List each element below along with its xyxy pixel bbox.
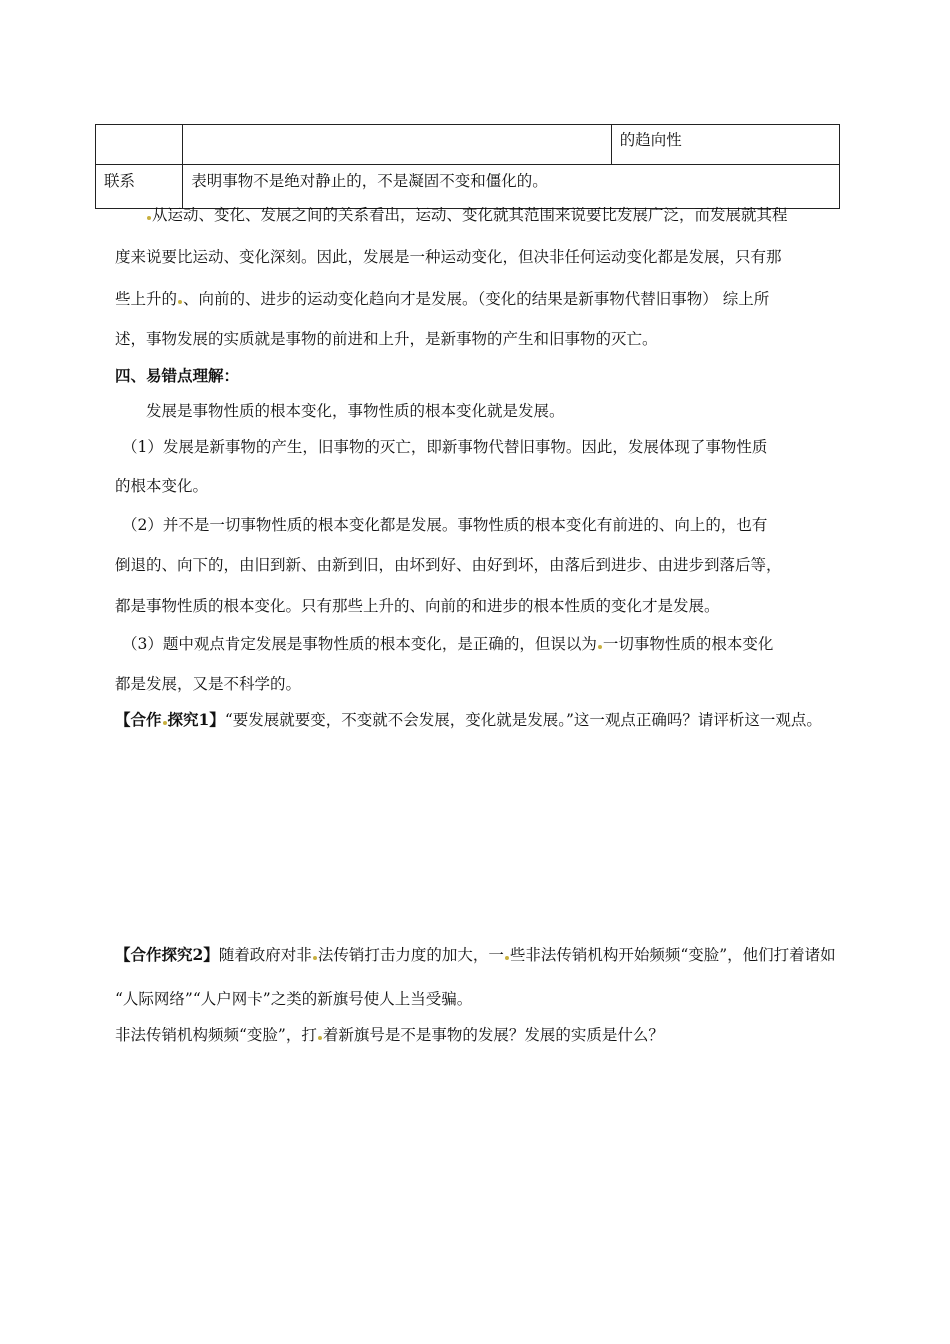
- paragraph-text: 从运动、变化、发展之间的关系看出，运动、变化就其范围来说要比发展广泛，而发展就其程: [152, 206, 788, 224]
- mark-dot: [598, 645, 602, 649]
- inquiry-text: 法传销打击力度的加大，一: [317, 946, 504, 964]
- coop-inquiry-2-question: [115, 1024, 664, 1046]
- table-cell: 的趋向性: [611, 125, 839, 165]
- inquiry-text: 些非法传销机构开始频频“变脸”，他们打着诸如: [509, 946, 836, 964]
- section-heading: 四、易错点理解：: [115, 366, 240, 385]
- inquiry-text: “要发展就要变，不变就不会发展，变化就是发展。”这一观点正确吗？请评析这一观点。: [224, 711, 822, 729]
- point-2-line-2: 倒退的、向下的，由旧到新、由新到旧，由坏到好、由好到坏，由落后到进步、由进步到落后等，: [115, 556, 782, 574]
- table-row-label: 联系: [96, 165, 183, 209]
- point-3-line-1: [122, 633, 773, 655]
- coop-inquiry-2-line-2: “人际网络”“人户网卡”之类的新旗号使人上当受骗。: [115, 990, 473, 1008]
- comparison-table: [95, 124, 840, 209]
- point-2-line-3: 都是事物性质的根本变化。只有那些上升的、向前的和进步的根本性质的变化才是发展。: [115, 597, 720, 615]
- point-2-line-1: （2）并不是一切事物性质的根本变化都是发展。事物性质的根本变化有前进的、向上的，也有: [122, 516, 768, 534]
- table-cell: 表明事物不是绝对静止的，不是凝固不变和僵化的。: [183, 165, 840, 209]
- table-cell: [96, 125, 183, 165]
- coop-inquiry-2-line-1: [115, 944, 836, 966]
- point-3-line-2: 都是发展，又是不科学的。: [115, 675, 302, 693]
- table-row: [96, 125, 840, 165]
- paragraph-text: 些上升的: [115, 290, 178, 308]
- mark-dot: [178, 300, 182, 304]
- inquiry-label: 【合作: [115, 710, 162, 729]
- intro-line-3: [115, 288, 769, 310]
- table-row: [96, 165, 840, 209]
- paragraph-text: （3）题中观点肯定发展是事物性质的根本变化，是正确的，但误以为: [122, 635, 597, 653]
- inquiry-label: 【合作探究2】: [115, 945, 219, 964]
- inquiry-text: 非法传销机构频频“变脸”，打: [115, 1026, 317, 1044]
- inquiry-label: 探究1】: [167, 710, 225, 729]
- intro-line-1: [146, 204, 788, 226]
- paragraph-text: 一切事物性质的根本变化: [602, 635, 774, 653]
- table-cell: [183, 125, 612, 165]
- mark-dot: [313, 956, 317, 960]
- inquiry-text: 着新旗号是不是事物的发展？发展的实质是什么？: [322, 1026, 664, 1044]
- intro-line-4: 述，事物发展的实质就是事物的前进和上升，是新事物的产生和旧事物的灭亡。: [115, 330, 658, 348]
- paragraph-text: 、向前的、进步的运动变化趋向才是发展。（变化的结果是新事物代替旧事物） 综上所: [183, 290, 770, 308]
- point-1-line-1: （1）发展是新事物的产生，旧事物的灭亡，即新事物代替旧事物。因此，发展体现了事物性质: [122, 438, 768, 456]
- point-1-line-2: 的根本变化。: [115, 477, 209, 495]
- statement: 发展是事物性质的根本变化，事物性质的根本变化就是发展。: [146, 402, 565, 420]
- coop-inquiry-1: [115, 709, 822, 731]
- intro-line-2: 度来说要比运动、变化深刻。因此，发展是一种运动变化，但决非任何运动变化都是发展，只有那: [115, 248, 782, 266]
- mark-dot: [147, 216, 151, 220]
- mark-dot: [163, 721, 167, 725]
- mark-dot: [505, 956, 509, 960]
- inquiry-text: 随着政府对非: [218, 946, 312, 964]
- mark-dot: [318, 1036, 322, 1040]
